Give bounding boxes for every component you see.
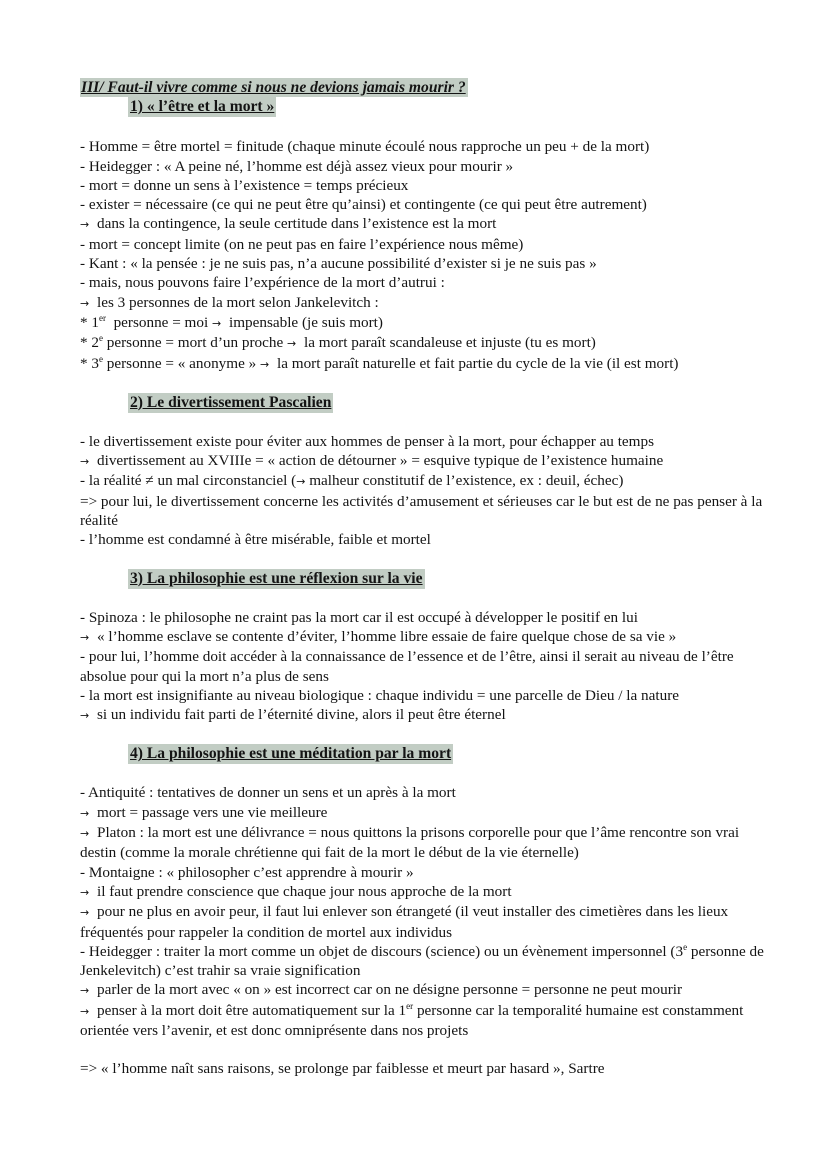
s2-line-3: - la réalité ≠ un mal circonstanciel (→ malheur constitutif de l’existence, ex : deuil, échec) [80, 471, 770, 491]
s4-line-4: - Montaigne : « philosopher c’est apprendre à mourir » [80, 863, 414, 881]
arrow-icon: → [80, 630, 90, 644]
person-2-line: * 2e personne = mort d’un proche → la mort paraît scandaleuse et injuste (tu es mort) [80, 333, 770, 353]
s1-line-3: - mort = donne un sens à l’existence = temps précieux [80, 176, 409, 194]
section-3-heading: 3) La philosophie est une réflexion sur la vie [130, 569, 423, 587]
arrow-icon: → [80, 218, 90, 232]
s2-line-1: - le divertissement existe pour éviter aux hommes de penser à la mort, pour échapper au temps [80, 432, 654, 450]
s4-line-5: → il faut prendre conscience que chaque jour nous approche de la mort [80, 882, 770, 902]
section-3-heading-line [80, 569, 770, 589]
s1-line-4: - exister = nécessaire (ce qui ne peut être qu’ainsi) et contingente (ce qui peut être autrement) [80, 196, 647, 214]
main-title-line [80, 78, 770, 97]
arrow-icon: → [80, 806, 90, 820]
s1-line-9: → les 3 personnes de la mort selon Jankelevitch : [80, 293, 770, 313]
section-1-heading-line [80, 97, 770, 117]
section-2-heading: 2) Le divertissement Pascalien [130, 393, 332, 411]
arrow-icon: → [80, 984, 90, 998]
main-title: III/ Faut-il vivre comme si nous ne devions jamais mourir ? [81, 79, 466, 96]
arrow-icon: → [80, 885, 90, 899]
conclusion-quote: => « l’homme naît sans raisons, se prolonge par faiblesse et meurt par hasard », Sartre [80, 1060, 605, 1078]
s1-line-2: - Heidegger : « A peine né, l’homme est déjà assez vieux pour mourir » [80, 157, 514, 175]
arrow-icon: → [296, 475, 306, 489]
arrow-icon: → [80, 709, 90, 723]
s3-line-1: - Spinoza : le philosophe ne craint pas la mort car il est occupé à développer le positif en lui [80, 608, 638, 626]
s2-line-4: => pour lui, le divertissement concerne les activités d’amusement et sérieuses car le but est de ne pas penser à la réalité [80, 492, 763, 530]
s4-line-7: - Heidegger : traiter la mort comme un objet de discours (science) ou un évènement impersonnel (3e personne de Jenkelevitch) c’est trahir sa vraie signification [80, 941, 764, 980]
section-1-heading: 1) « l’être et la mort » [130, 98, 275, 116]
arrow-icon: → [212, 316, 222, 330]
arrow-icon: → [260, 357, 270, 371]
arrow-icon: → [80, 827, 90, 841]
s1-line-6: - mort = concept limite (on ne peut pas en faire l’expérience nous même) [80, 235, 524, 253]
s4-line-8: → parler de la mort avec « on » est incorrect car on ne désigne personne = personne ne peut mourir [80, 980, 770, 1000]
s4-line-9: → penser à la mort doit être automatiquement sur la 1er personne car la temporalité humaine est constamment orientée vers l’avenir, et est donc omniprésente dans nos projets [80, 1000, 744, 1039]
s4-line-2: → mort = passage vers une vie meilleure [80, 803, 770, 823]
s3-line-5: → si un individu fait parti de l’éternité divine, alors il peut être éternel [80, 705, 770, 725]
s3-line-3: - pour lui, l’homme doit accéder à la connaissance de l’essence et de l’être, ainsi il serait au niveau de l’être absolue pour qui la mort n’a plus de sens [80, 648, 734, 685]
section-4-heading: 4) La philosophie est une méditation par la mort [130, 745, 452, 763]
s4-line-6: → pour ne plus en avoir peur, il faut lui enlever son étrangeté (il veut installer des cimetières dans les lieux fréquentés pour rappeler la condition de mortel aux individus [80, 903, 729, 941]
s1-line-8: - mais, nous pouvons faire l’expérience de la mort d’autrui : [80, 274, 445, 292]
person-1-line: * 1er personne = moi → impensable (je suis mort) [80, 313, 770, 333]
arrow-icon: → [80, 296, 90, 310]
s1-line-7: - Kant : « la pensée : je ne suis pas, n’a aucune possibilité d’exister si je ne suis pas » [80, 255, 597, 273]
person-3-line: * 3e personne = « anonyme » → la mort paraît naturelle et fait partie du cycle de la vie (il est mort) [80, 354, 770, 374]
arrow-icon: → [80, 1004, 90, 1018]
s1-line-1: - Homme = être mortel = finitude (chaque minute écoulé nous rapproche un peu + de la mort) [80, 138, 650, 156]
s4-line-3: → Platon : la mort est une délivrance = nous quittons la prisons corporelle pour que l’âme rencontre son vrai destin (comme la morale chrétienne qui fait de la mort le début de la vie éternelle) [80, 824, 740, 862]
arrow-icon: → [80, 455, 90, 469]
s2-line-5: - l’homme est condamné à être misérable, faible et mortel [80, 531, 431, 549]
s4-line-1: - Antiquité : tentatives de donner un sens et un après à la mort [80, 784, 456, 802]
document-page [80, 78, 770, 1079]
s2-line-2: → divertissement au XVIIIe = « action de détourner » = esquive typique de l’existence humaine [80, 451, 770, 471]
s1-line-5: → dans la contingence, la seule certitude dans l’existence est la mort [80, 214, 770, 234]
arrow-icon: → [80, 906, 90, 920]
arrow-icon: → [287, 337, 297, 351]
s3-line-4: - la mort est insignifiante au niveau biologique : chaque individu = une parcelle de Dieu / la nature [80, 686, 680, 704]
s3-line-2: → « l’homme esclave se contente d’éviter, l’homme libre essaie de faire quelque chose de sa vie » [80, 627, 770, 647]
section-2-heading-line [80, 393, 770, 413]
section-4-heading-line [80, 744, 770, 764]
